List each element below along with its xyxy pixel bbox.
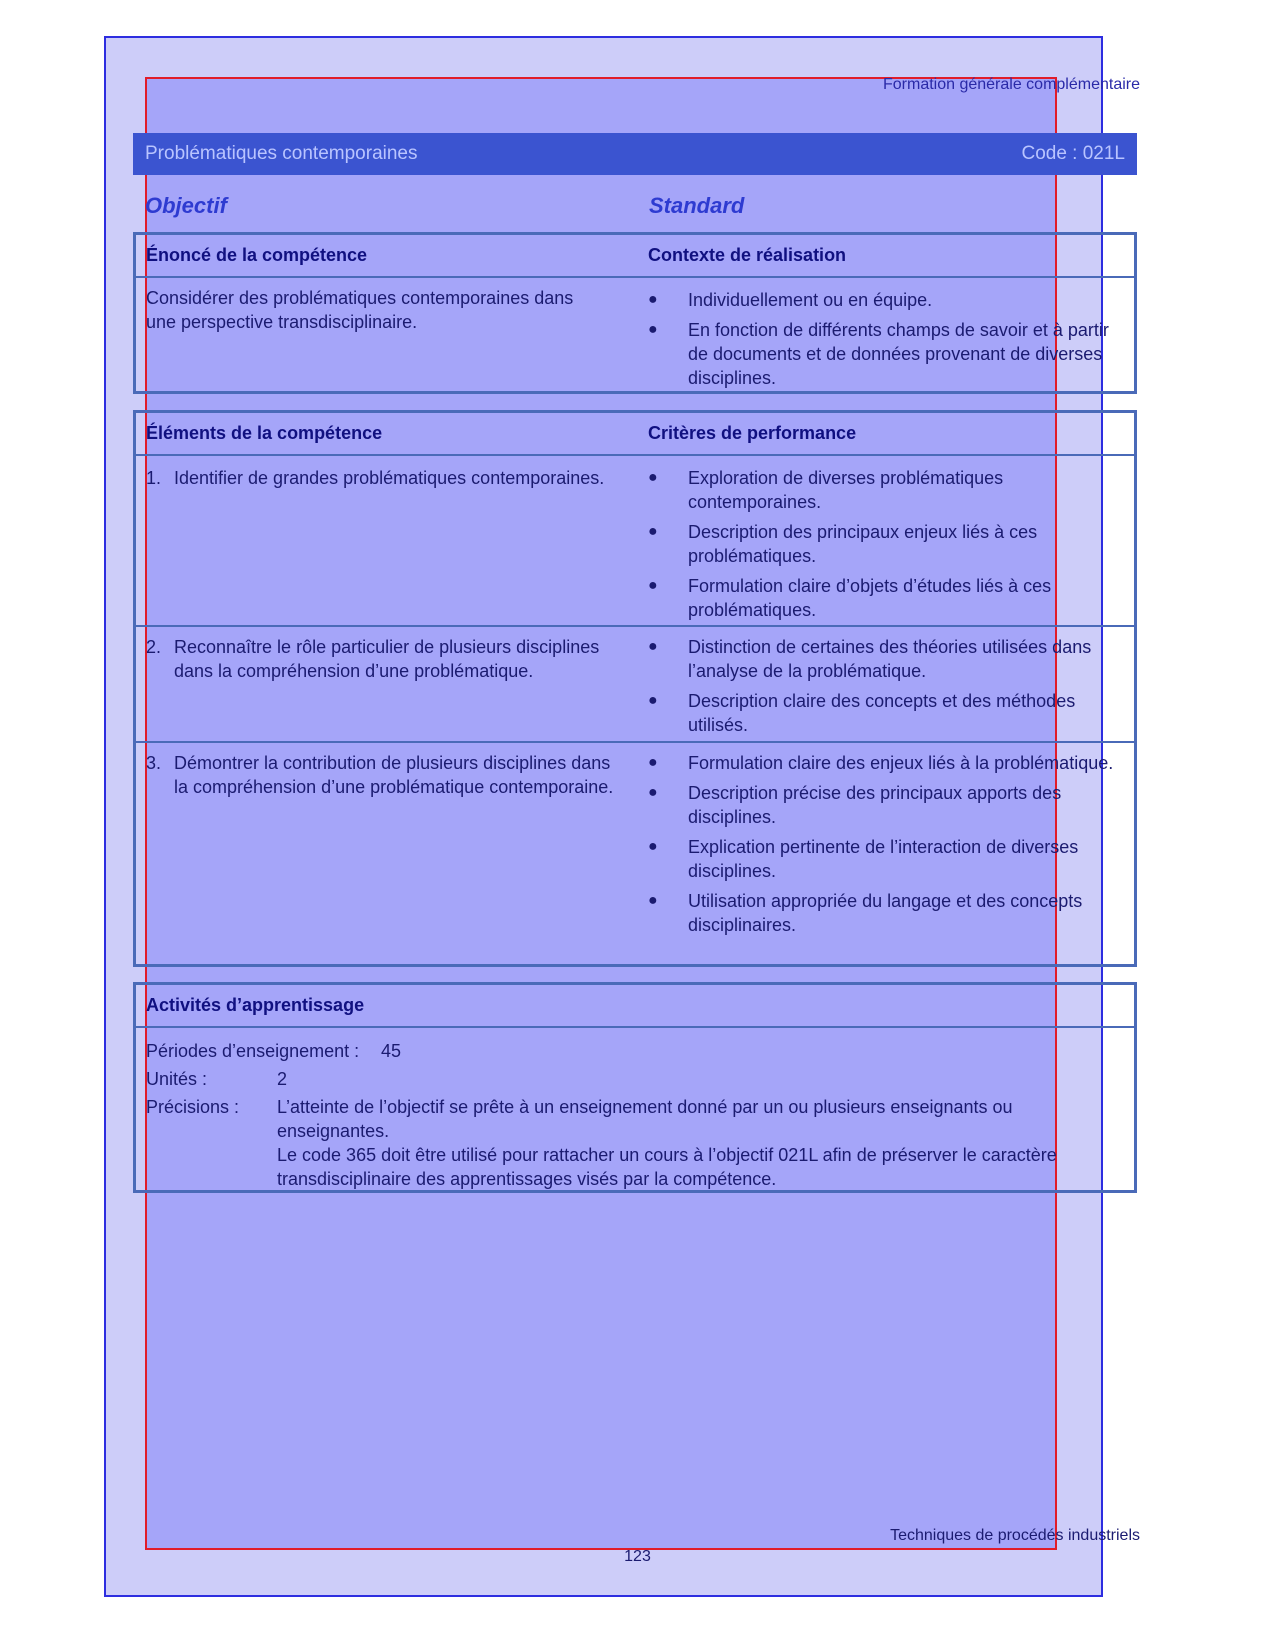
title-bar [133,133,1137,175]
element-number: 3. [146,753,162,773]
element-number: 2. [146,637,162,657]
periodes-line [146,1039,1121,1063]
element-item [146,635,616,683]
contexte-item: Individuellement ou en équipe. [688,290,933,310]
element-text: Reconnaître le rôle particulier de plusieurs disciplines dans la compréhension d’une problématique. [174,637,600,681]
elements-label: Éléments de la compétence [146,423,383,443]
element-item [146,751,616,799]
list-item [648,288,1118,312]
list-item [648,466,1118,514]
critere-item: Description des principaux enjeux liés à ces problématiques. [688,522,1038,566]
bullet-icon: ● [648,692,658,709]
critere-item: Description claire des concepts et des méthodes utilisés. [688,691,1076,735]
standard-heading: Standard [649,193,745,218]
objectif-standard-row [145,193,1085,219]
bullet-icon: ● [648,784,658,801]
activites-body [146,1039,1121,1195]
bullet-icon: ● [648,321,658,338]
objectif-heading: Objectif [145,193,227,218]
elements-box [133,410,1137,967]
bullet-icon: ● [648,638,658,655]
footer-program: Techniques de procédés industriels [890,1527,1140,1544]
criteres-list [648,466,1118,628]
critere-item: Description précise des principaux apports des disciplines. [688,783,1062,827]
course-code: Code : 021L [1021,143,1125,164]
precisions-line [146,1095,1121,1191]
unites-value: 2 [277,1069,288,1089]
element-text: Identifier de grandes problématiques contemporaines. [174,468,605,488]
list-item [648,635,1118,683]
list-item [648,751,1118,775]
criteres-label: Critères de performance [648,423,857,443]
unites-label: Unités : [146,1069,208,1089]
list-item [648,318,1118,390]
element-row-1 [136,456,1134,625]
element-item [146,466,616,490]
element-row-3 [136,741,1134,963]
contexte-list [648,288,1118,396]
precisions-label: Précisions : [146,1097,240,1117]
unites-line [146,1067,1121,1091]
activites-label: Activités d’apprentissage [146,995,365,1015]
critere-item: Formulation claire d’objets d’études liés à ces problématiques. [688,576,1052,620]
critere-item: Distinction de certaines des théories utilisées dans l’analyse de la problématique. [688,637,1092,681]
bullet-icon: ● [648,838,658,855]
element-text: Démontrer la contribution de plusieurs disciplines dans la compréhension d’une problématique contemporaine. [174,753,614,797]
course-title: Problématiques contemporaines [145,143,418,164]
criteres-list [648,635,1118,743]
list-item [648,835,1118,883]
bullet-icon: ● [648,523,658,540]
list-item [648,781,1118,829]
enonce-text: Considérer des problématiques contemporaines dans une perspective transdisciplinaire. [146,288,574,332]
critere-item: Explication pertinente de l’interaction de diverses disciplines. [688,837,1079,881]
critere-item: Utilisation appropriée du langage et des concepts disciplinaires. [688,891,1083,935]
bullet-icon: ● [648,469,658,486]
critere-item: Exploration de diverses problématiques contemporaines. [688,468,1004,512]
periodes-label: Périodes d’enseignement : [146,1041,360,1061]
contexte-item: En fonction de différents champs de savoir et à partir de documents et de données provenant de diverses disciplines. [688,320,1109,388]
bullet-icon: ● [648,892,658,909]
bullet-icon: ● [648,291,658,308]
competence-box [133,232,1137,394]
list-item [648,689,1118,737]
competence-header [136,235,1134,278]
element-number: 1. [146,468,162,488]
bullet-icon: ● [648,577,658,594]
contexte-label: Contexte de réalisation [648,245,847,265]
list-item [648,520,1118,568]
precisions-text-1: L’atteinte de l’objectif se prête à un enseignement donné par un ou plusieurs enseignants ou enseignantes. [277,1097,1013,1141]
activites-header [136,985,1134,1028]
list-item [648,574,1118,622]
enonce-label: Énoncé de la compétence [146,245,368,265]
activites-box [133,982,1137,1193]
page-number: 123 [624,1548,651,1565]
criteres-list [648,751,1118,943]
precisions-text-2: Le code 365 doit être utilisé pour rattacher un cours à l’objectif 021L afin de préserver le caractère transdisciplinaire des apprentissages visés par la compétence. [277,1145,1057,1189]
element-row-2 [136,625,1134,741]
header-program: Formation générale complémentaire [882,76,1140,93]
list-item [648,889,1118,937]
critere-item: Formulation claire des enjeux liés à la problématique. [688,753,1114,773]
bullet-icon: ● [648,754,658,771]
elements-header [136,413,1134,456]
periodes-value: 45 [381,1041,402,1061]
competence-row [136,278,1134,392]
